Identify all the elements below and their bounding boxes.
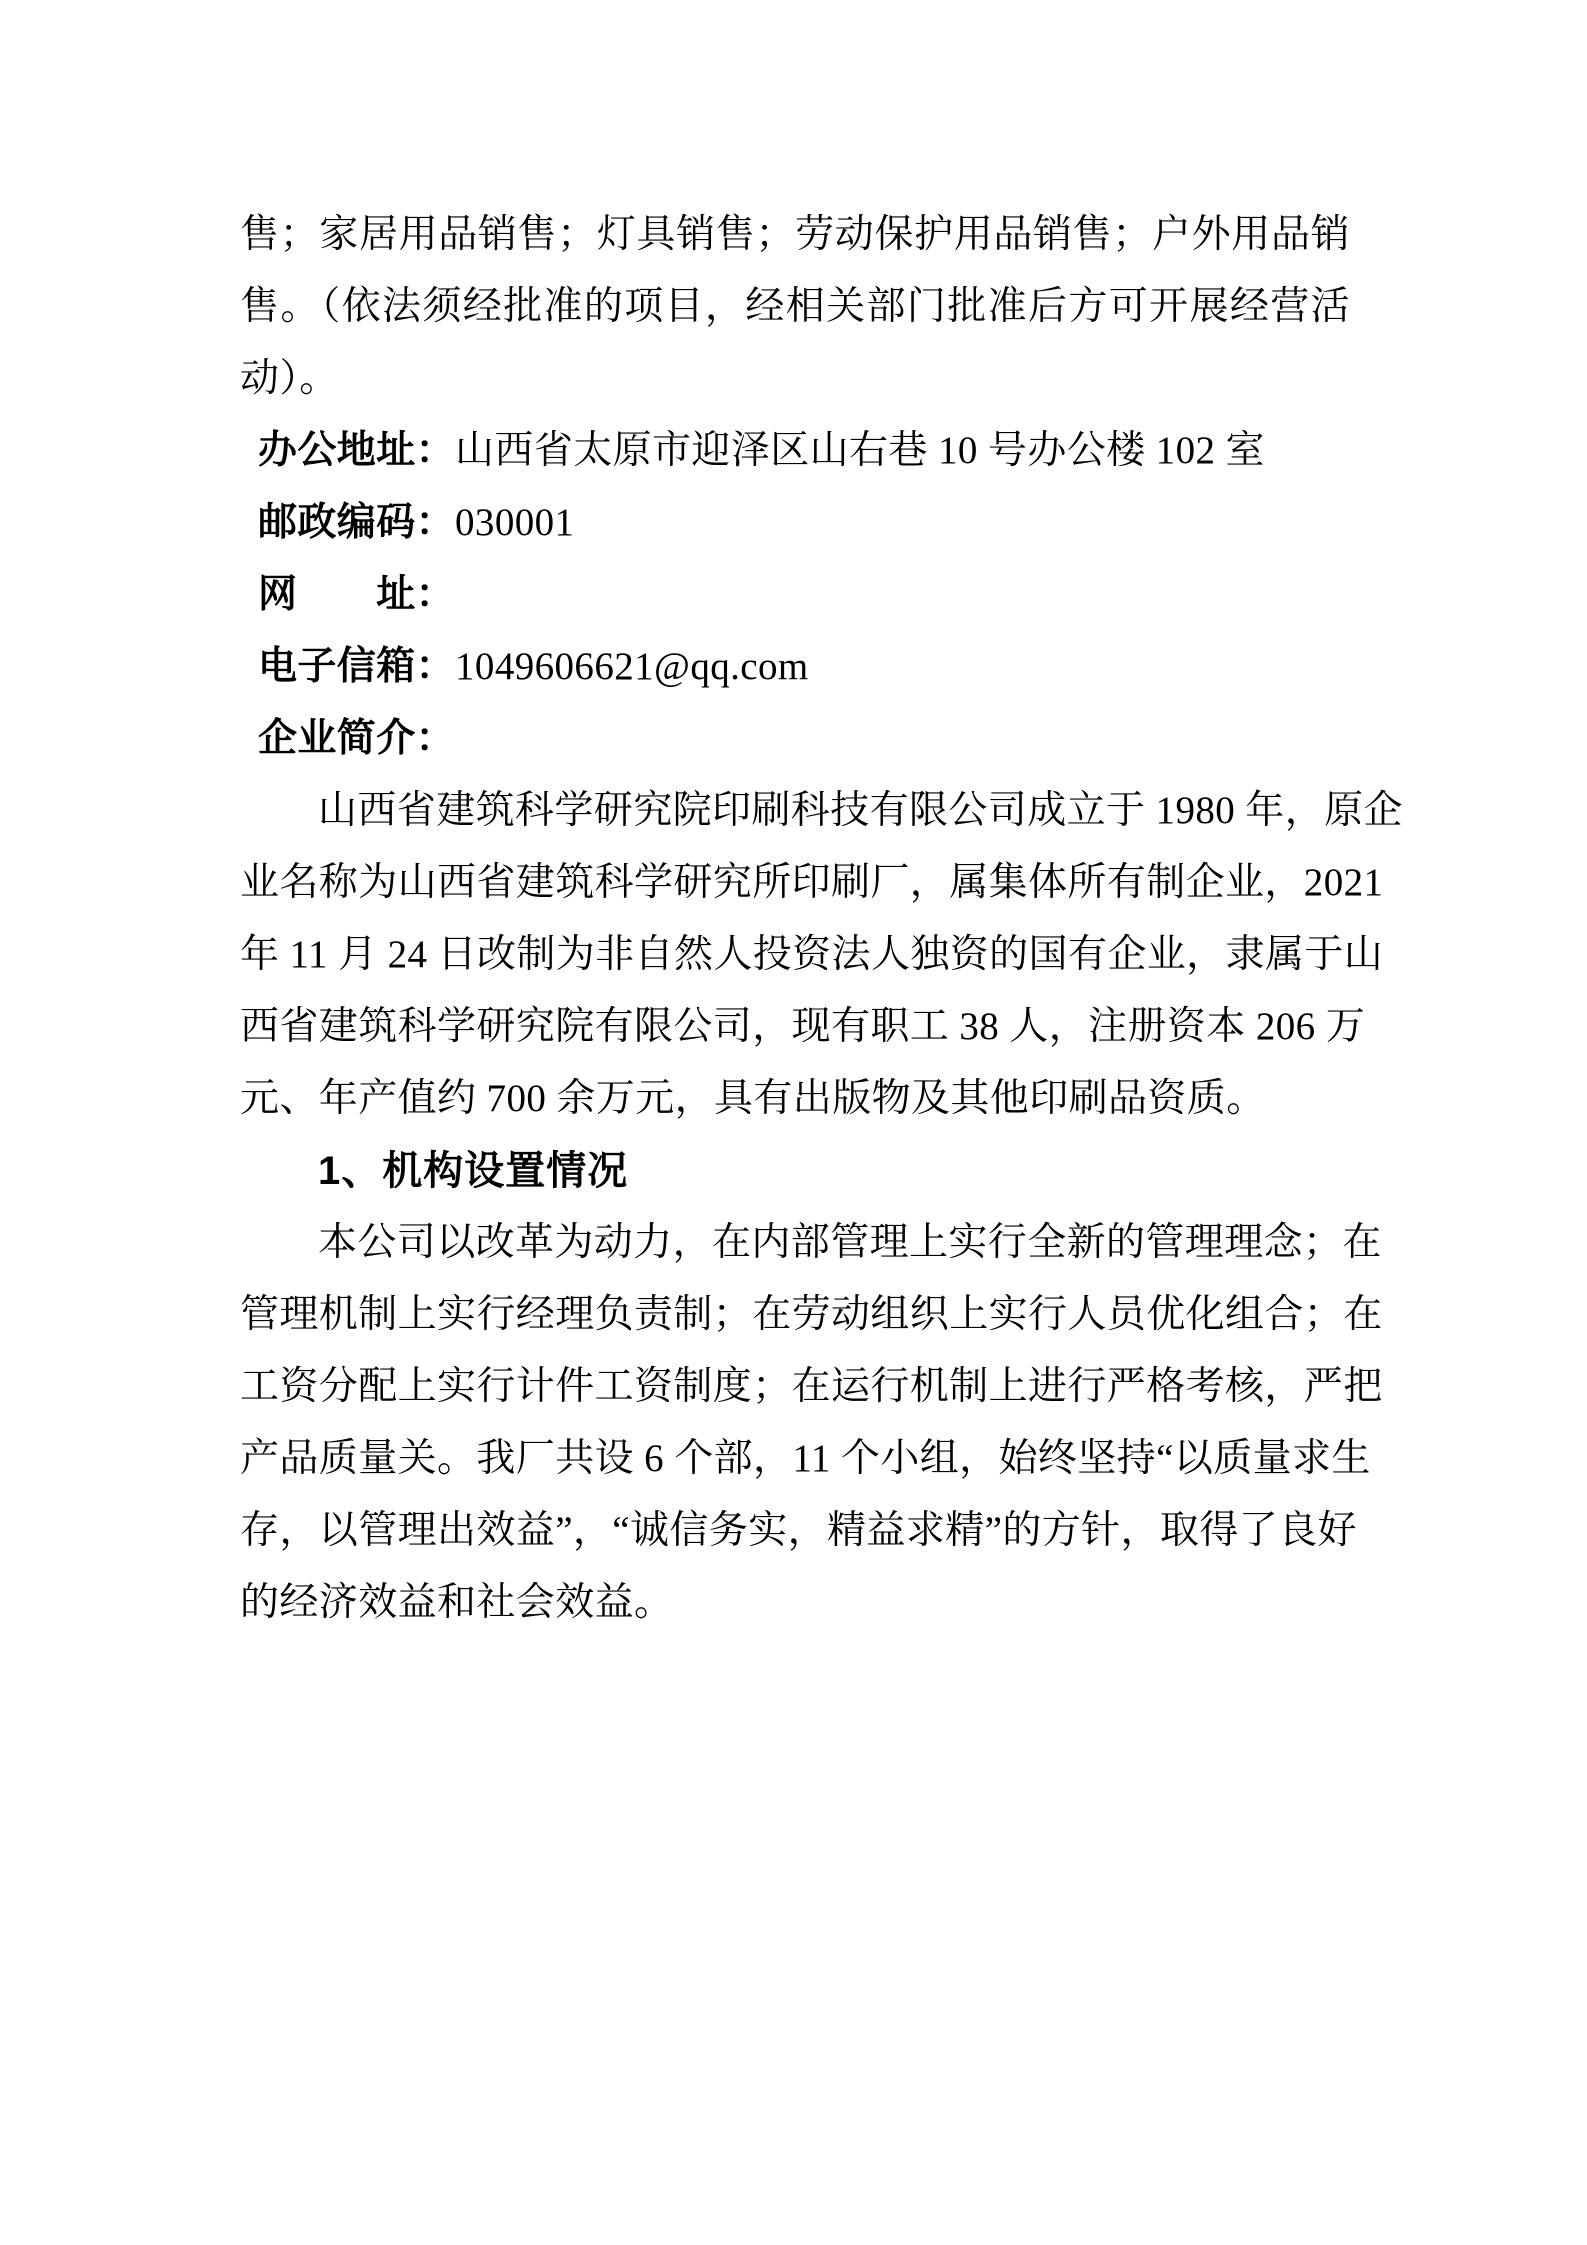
text-line: 年 11 月 24 日改制为非自然人投资法人独资的国有企业，隶属于山: [240, 933, 1384, 976]
text-line: 元、年产值约 700 余万元，具有出版物及其他印刷品资质。: [240, 1077, 1266, 1120]
text-line: 山西省建筑科学研究院印刷科技有限公司成立于 1980 年，原企: [318, 789, 1403, 832]
office-address-value: 山西省太原市迎泽区山右巷 10 号办公楼 102 室: [455, 429, 1265, 472]
text-line: 本公司以改革为动力，在内部管理上实行全新的管理理念；在: [318, 1221, 1382, 1264]
text-line: 售；家居用品销售；灯具销售；劳动保护用品销售；户外用品销: [240, 213, 1350, 256]
email-value: 1049606621@qq.com: [455, 645, 809, 688]
email-label: 电子信箱：: [258, 645, 456, 688]
text-line: 动）。: [240, 357, 339, 400]
text-line: 产品质量关。我厂共设 6 个部，11 个小组，始终坚持“以质量求生: [240, 1437, 1371, 1480]
office-address-row: [240, 415, 1350, 487]
organization-paragraph: [240, 1207, 1383, 1639]
text-line: 存，以管理出效益”，“诚信务实，精益求精”的方针，取得了良好: [240, 1509, 1357, 1552]
postal-code-label: 邮政编码：: [258, 501, 456, 544]
website-label: 网 址：: [258, 573, 456, 616]
section-heading: 1、机构设置情况: [318, 1149, 629, 1193]
text-line: 西省建筑科学研究院有限公司，现有职工 38 人，注册资本 206 万: [240, 1005, 1366, 1048]
text-line: 售。（依法须经批准的项目，经相关部门批准后方可开展经营活: [240, 285, 1350, 328]
company-profile-row: [240, 703, 1350, 775]
company-profile-label: 企业简介：: [258, 717, 456, 760]
email-row: [240, 631, 1350, 703]
postal-code-row: [240, 487, 1350, 559]
text-line: 业名称为山西省建筑科学研究所印刷厂，属集体所有制企业，2021: [240, 861, 1384, 904]
company-intro-paragraph: [240, 775, 1403, 1135]
website-row: [240, 559, 1350, 631]
text-line: 管理机制上实行经理负责制；在劳动组织上实行人员优化组合；在: [240, 1293, 1383, 1336]
text-line: 的经济效益和社会效益。: [240, 1581, 674, 1624]
business-scope-paragraph: [240, 199, 1350, 415]
postal-code-value: 030001: [455, 501, 575, 544]
office-address-label: 办公地址：: [258, 429, 456, 472]
contact-info-block: [240, 415, 1350, 775]
text-line: 工资分配上实行计件工资制度；在运行机制上进行严格考核，严把: [240, 1365, 1383, 1408]
